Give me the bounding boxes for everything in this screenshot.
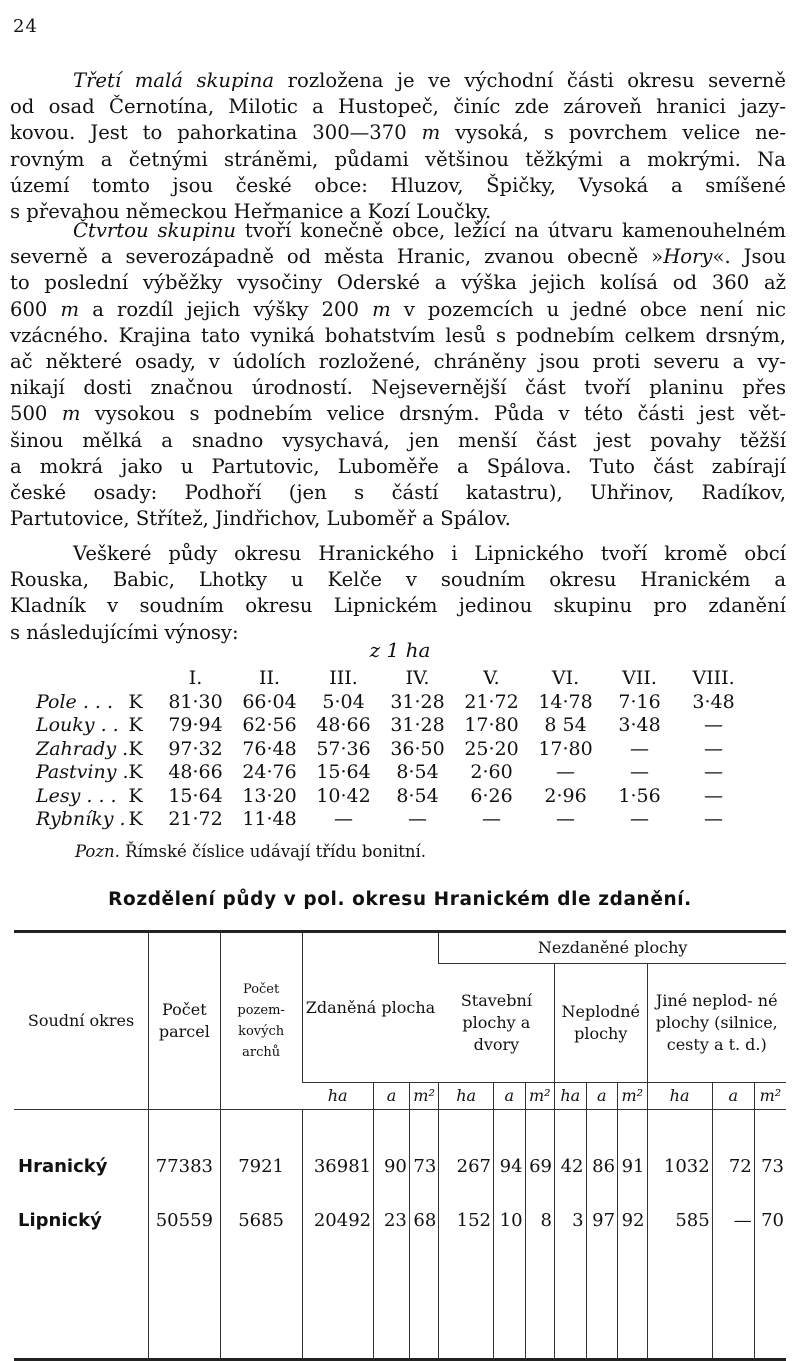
table-row: Lipnický 50559 5685 20492 23 68 152 10 8 3 97 92 585 — 70 xyxy=(14,1194,786,1248)
yield-row: Rybníky . K 21·72 11·48 — — — — — — xyxy=(36,808,724,831)
header-other: Jiné neplod- né plochy (silnice, cesty a t. d.) xyxy=(647,964,786,1083)
yield-note: Pozn. Římské číslice udávají třídu bonitní. xyxy=(75,842,427,861)
page-number: 24 xyxy=(13,16,38,37)
header-district: Soudní okres xyxy=(14,932,149,1110)
header-sheets: Počet pozem- kových archů xyxy=(220,932,302,1110)
yield-row: Lesy . . . K 15·64 13·20 10·42 8·54 6·26 2·96 1·56 — xyxy=(36,784,724,807)
yield-row: Pastviny . K 48·66 24·76 15·64 8·54 2·60 — — — xyxy=(36,761,724,784)
land-table-title: Rozdělení půdy v pol. okresu Hranickém dle zdanění. xyxy=(108,889,692,910)
yield-table-title: z 1 ha xyxy=(369,638,431,662)
yield-header-row: I. II. III. IV. V. VI. VII. VIII. xyxy=(188,667,735,689)
header-parcels: Počet parcel xyxy=(149,932,221,1110)
table-row: Hranický 77383 7921 36981 90 73 267 94 69 42 86 91 1032 72 73 xyxy=(14,1140,786,1194)
yield-row: Pole . . . K 81·30 66·04 5·04 31·28 21·72 14·78 7·16 3·48 xyxy=(36,690,735,713)
lead-third-group: Třetí malá skupina xyxy=(73,69,275,92)
yield-table xyxy=(36,666,751,831)
yield-row: Zahrady . K 97·32 76·48 57·36 36·50 25·20 17·80 — — xyxy=(36,737,724,760)
land-table: Soudní okres Počet parcel Počet pozem- kových archů Zdaněná plocha Nezdaněné plochy Stavební plochy a dvory Neplodné plochy Jiné neplod- né plochy (silnice, cesty a t. d.) ha a m² ha a m² ha a m² ha a m² Hranický 77383 7921 36981 90 73 267 94 69 42 86 91 1032 72 73 Lipnický 50559 5685 20492 23 68 152 10 8 3 97 92 585 — 70 xyxy=(14,930,786,1361)
yield-row: Louky . . K 79·94 62·56 48·66 31·28 17·80 8 54 3·48 — xyxy=(36,714,724,737)
paragraph-tax-group: Veškeré půdy okresu Hranického i Lipnického tvoří kromě obcí Rouska, Babic, Lhotky u Kelče v soudním okresu Hranickém a Kladník v soudním okresu Lipnickém jedinou skupinu pro zdanění s následujícími výnosy: xyxy=(10,542,786,644)
header-unproductive: Neplodné plochy xyxy=(554,964,647,1083)
paragraph-fourth-group: Čtvrtou skupinu tvoří konečně obce, ležící na útvaru kamenouhelném severně a severozápadně od města Hranic, zvanou obecně »Hory«. Jsou to poslední výběžky vysočiny Oderské a výška jejich kolísá od 360 až 600 m a rozdíl jejich výšky 200 m v pozemcích u jedné obce není nic vzácného. Krajina tato vyniká bohatstvím lesů s podnebím celkem drsným, ač některé osady, v údolích rozložené, chráněny jsou proti severu a vy- nikají dosti značnou úrodností. Nejsevernější část tvoří planinu přes 500 m vysokou s podnebím velice drsným. Půda v této části jest vět- šinou mělká a snadno vysychavá, jen menší část jest povahy těžší a mokrá jako u Partutovic, Luboměře a Spálova. Tuto část zabírají české osady: Podhoří (jen s částí katastru), Uhřinov, Radíkov, Partutovice, Střítež, Jindřichov, Luboměř a Spálov. xyxy=(10,219,787,531)
header-building: Stavební plochy a dvory xyxy=(439,964,555,1083)
lead-fourth-group: Čtvrtou skupinu xyxy=(73,219,237,242)
header-taxed: Zdaněná plocha xyxy=(302,932,439,1083)
header-untaxed: Nezdaněné plochy xyxy=(439,932,786,964)
paragraph-third-group: Třetí malá skupina rozložena je ve východní části okresu severně od osad Černotína, Milotic a Hustopeč, činíc zde zároveň hranici jazy- kovou. Jest to pahorkatina 300—370 m vysoká, s povrchem velice ne- rovným a četnými stráněmi, půdami většinou těžkými a mokrými. Na území tomto jsou české obce: Hluzov, Špičky, Vysoká a smíšené s převahou německou Heřmanice a Kozí Loučky. xyxy=(10,69,786,224)
